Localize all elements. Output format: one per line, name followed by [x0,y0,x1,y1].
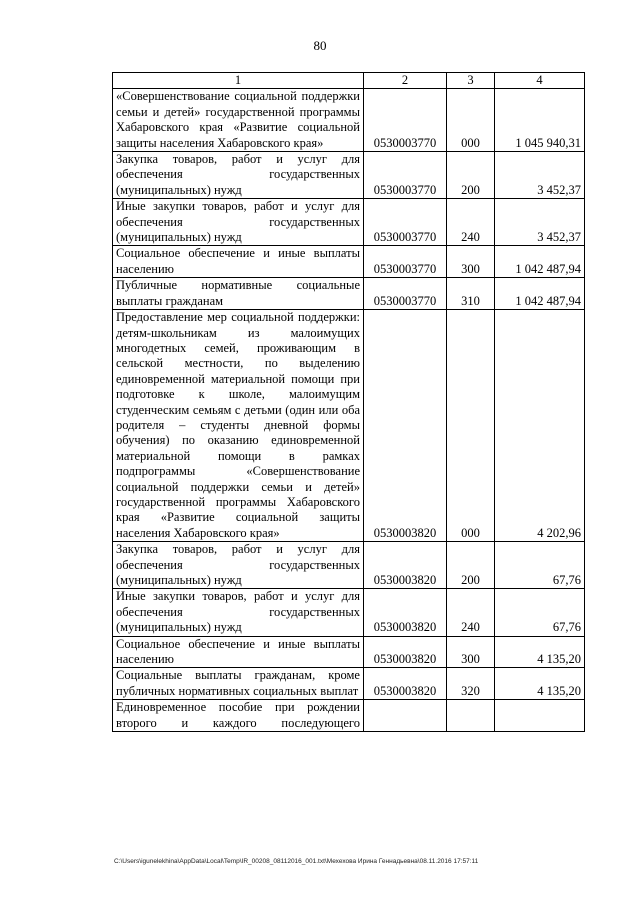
row-expense-kind: 200 [447,152,495,199]
table-row [113,246,585,278]
budget-table [112,72,585,732]
row-expense-kind: 300 [447,246,495,278]
row-description: Закупка товаров, работ и услуг для обеспечения государственных (муниципальных) нужд [113,542,364,589]
table-row [113,89,585,152]
table-row [113,542,585,589]
row-description: Социальное обеспечение и иные выплаты населению [113,246,364,278]
row-description: Социальное обеспечение и иные выплаты населению [113,636,364,668]
row-amount: 67,76 [495,542,585,589]
page-number: 80 [313,38,327,53]
row-expense-kind: 320 [447,668,495,700]
row-target-code: 0530003770 [364,278,447,310]
row-target-code: 0530003820 [364,668,447,700]
row-amount: 3 452,37 [495,152,585,199]
row-amount: 3 452,37 [495,199,585,246]
row-amount: 1 042 487,94 [495,246,585,278]
table-header-row [113,73,585,89]
row-expense-kind: 000 [447,310,495,542]
file-path-footer: C:\Users\igunelekhina\AppData\Local\Temp\IR_00208_08112016_001.txt\Мехехова Ирина Геннадьевна\08.11.2016 17:57:11 [114,858,479,865]
row-amount: 4 202,96 [495,310,585,542]
column-header-4: 4 [495,73,585,89]
row-expense-kind: 300 [447,636,495,668]
row-target-code: 0530003770 [364,152,447,199]
row-expense-kind: 240 [447,199,495,246]
table-row [113,636,585,668]
column-header-3: 3 [447,73,495,89]
table-row [113,199,585,246]
row-amount: 67,76 [495,589,585,636]
row-target-code: 0530003820 [364,542,447,589]
row-expense-kind: 200 [447,542,495,589]
row-target-code: 0530003820 [364,636,447,668]
row-amount: 1 045 940,31 [495,89,585,152]
row-amount: 4 135,20 [495,668,585,700]
row-target-code: 0530003770 [364,246,447,278]
row-expense-kind: 000 [447,89,495,152]
row-target-code: 0530003820 [364,589,447,636]
row-description: Предоставление мер социальной поддержки: детям-школьникам из малоимущих многодетных семей, проживающим в сельской местности, по выделению единовременной материальной помощи при подготовке к школе, малоимущим студенческим семьям с детьми (один или оба родителя – студенты дневной формы обучения) по оказанию единовременной материальной помощи в рамках подпрограммы «Совершенствование социальной поддержки семьи и детей» государственной программы Хабаровского края «Развитие социальной защиты населения Хабаровского края» [113,310,364,542]
row-description: «Совершенствование социальной поддержки семьи и детей» государственной программы Хабаровского края «Развитие социальной защиты населения Хабаровского края» [113,89,364,152]
table-row [113,278,585,310]
row-amount: 1 042 487,94 [495,278,585,310]
row-amount: 4 135,20 [495,636,585,668]
row-expense-kind: 240 [447,589,495,636]
column-header-1: 1 [113,73,364,89]
row-expense-kind [447,700,495,732]
row-description: Иные закупки товаров, работ и услуг для обеспечения государственных (муниципальных) нужд [113,589,364,636]
row-expense-kind: 310 [447,278,495,310]
row-target-code: 0530003770 [364,199,447,246]
table-row [113,310,585,542]
row-description: Единовременное пособие при рождении второго и каждого последующего [113,700,364,732]
table-row [113,152,585,199]
row-target-code: 0530003820 [364,310,447,542]
row-target-code [364,700,447,732]
column-header-2: 2 [364,73,447,89]
table-row [113,668,585,700]
table-row [113,589,585,636]
table-row [113,700,585,732]
row-target-code: 0530003770 [364,89,447,152]
row-description: Закупка товаров, работ и услуг для обеспечения государственных (муниципальных) нужд [113,152,364,199]
row-description: Социальные выплаты гражданам, кроме публичных нормативных социальных выплат [113,668,364,700]
row-description: Иные закупки товаров, работ и услуг для обеспечения государственных (муниципальных) нужд [113,199,364,246]
row-description: Публичные нормативные социальные выплаты гражданам [113,278,364,310]
row-amount [495,700,585,732]
